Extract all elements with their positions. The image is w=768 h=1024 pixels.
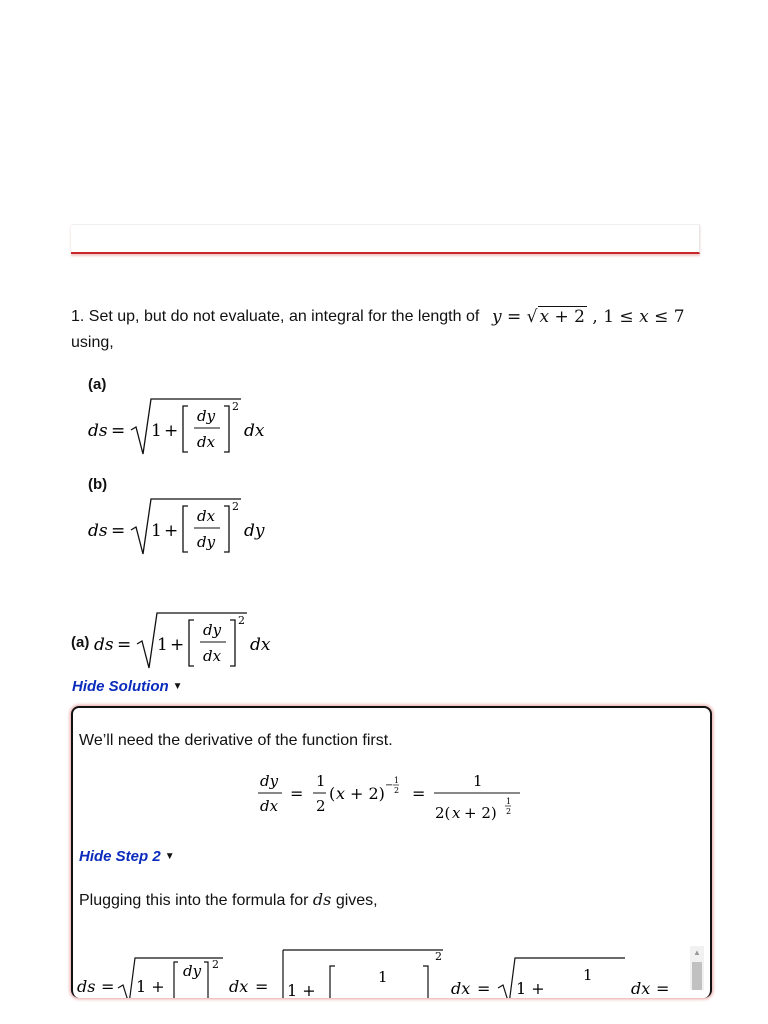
- svg-text:=: =: [111, 521, 126, 541]
- part-a-denominator: dx: [197, 433, 216, 451]
- svg-text:2: 2: [238, 614, 245, 627]
- solution-a-label: (a): [71, 634, 90, 651]
- part-a-label: (a): [88, 376, 107, 393]
- header-bar: [71, 224, 700, 254]
- svg-text:2: 2: [394, 786, 400, 795]
- problem-statement: [71, 304, 711, 356]
- svg-text:1: 1: [394, 776, 400, 785]
- svg-text:2: 2: [506, 807, 512, 816]
- svg-text:dx: dx: [203, 647, 222, 665]
- hide-solution-label: Hide Solution: [72, 678, 169, 695]
- svg-text:+ 2): + 2): [464, 804, 497, 822]
- svg-text:2(: 2(: [435, 804, 451, 822]
- svg-text:1: 1: [473, 772, 483, 790]
- svg-text:dy: dy: [183, 962, 202, 980]
- svg-text:=: =: [290, 784, 304, 803]
- part-b-numerator: dx: [197, 507, 216, 525]
- svg-text:ds: ds: [88, 521, 108, 541]
- svg-text:1 +: 1 +: [287, 981, 316, 998]
- hide-step2-toggle[interactable]: [79, 848, 175, 865]
- scroll-up-arrow-icon[interactable]: ▲: [693, 948, 701, 957]
- problem-text: 1. Set up, but do not evaluate, an integral for the length of: [71, 308, 480, 325]
- svg-text:=: =: [117, 635, 132, 655]
- svg-text:+ 2): + 2): [350, 784, 385, 803]
- svg-text:=: =: [477, 979, 491, 998]
- svg-text:dx: dx: [260, 797, 279, 815]
- svg-text:1: 1: [316, 772, 326, 790]
- step2-text: Plugging this into the formula for ds gives,: [79, 890, 378, 909]
- svg-text:dy: dy: [203, 621, 222, 639]
- svg-text:2: 2: [435, 950, 442, 963]
- svg-text:dx: dx: [451, 979, 471, 998]
- svg-text:1: 1: [583, 966, 593, 984]
- svg-text:dx: dx: [250, 635, 271, 655]
- svg-text:x: x: [452, 804, 461, 822]
- solution-scrollbar[interactable]: [690, 946, 704, 990]
- svg-text:+: +: [170, 635, 185, 655]
- svg-text:=: =: [101, 977, 115, 996]
- svg-text:=: =: [656, 979, 670, 998]
- svg-text:ds: ds: [94, 635, 114, 655]
- solution-box: [71, 706, 712, 998]
- svg-text:2: 2: [232, 500, 239, 513]
- svg-text:(: (: [329, 784, 336, 803]
- part-b-label: (b): [88, 476, 108, 493]
- part-a-formula: [86, 396, 286, 460]
- svg-text:1: 1: [506, 797, 512, 806]
- derivative-equation: [258, 766, 528, 826]
- svg-text:+: +: [164, 421, 179, 441]
- caret-down-icon: ▼: [164, 851, 175, 862]
- svg-text:2: 2: [212, 958, 219, 971]
- svg-text:1: 1: [151, 521, 162, 541]
- svg-text:=: =: [412, 784, 426, 803]
- svg-text:2: 2: [316, 797, 326, 815]
- svg-text:+: +: [164, 521, 179, 541]
- svg-text:x: x: [336, 784, 346, 803]
- svg-text:1 +: 1 +: [516, 979, 545, 998]
- step1-text: We’ll need the derivative of the function first.: [79, 732, 393, 749]
- svg-text:−: −: [385, 780, 394, 791]
- solution-a-formula: [92, 610, 292, 674]
- caret-down-icon: ▼: [172, 681, 183, 692]
- svg-text:=: =: [111, 421, 126, 441]
- part-a-differential: dx: [244, 421, 265, 441]
- problem-text-after: using,: [71, 334, 114, 351]
- svg-text:dy: dy: [260, 772, 279, 790]
- svg-text:1: 1: [157, 635, 168, 655]
- svg-text:1 +: 1 +: [136, 977, 165, 996]
- svg-text:=: =: [255, 977, 269, 996]
- svg-text:ds: ds: [88, 421, 108, 441]
- arc-length-expression: [73, 944, 683, 998]
- part-b-differential: dy: [244, 521, 265, 541]
- scrollbar-thumb[interactable]: [692, 962, 702, 990]
- svg-text:2: 2: [232, 400, 239, 413]
- part-b-formula: [86, 496, 286, 560]
- svg-text:ds: ds: [77, 977, 96, 996]
- hide-solution-toggle[interactable]: [72, 678, 183, 695]
- hide-step2-label: Hide Step 2: [79, 848, 161, 865]
- svg-text:dx: dx: [631, 979, 651, 998]
- part-b-denominator: dy: [197, 533, 216, 551]
- svg-text:1: 1: [378, 968, 388, 986]
- part-a-numerator: dy: [197, 407, 216, 425]
- svg-text:dx: dx: [229, 977, 249, 996]
- svg-text:1: 1: [151, 421, 162, 441]
- function-math: y = √ x + 2 , 1 ≤ x ≤ 7: [492, 307, 685, 327]
